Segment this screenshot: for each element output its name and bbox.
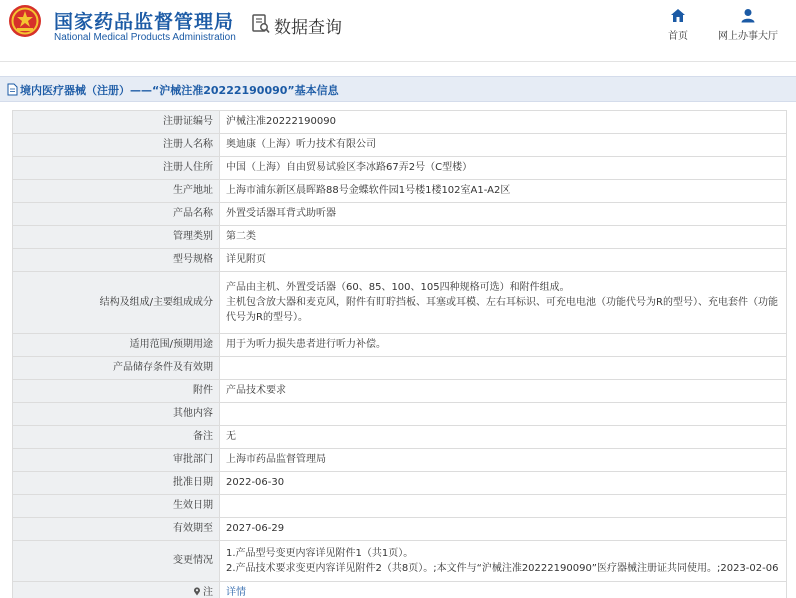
document-icon bbox=[7, 83, 18, 96]
row-value bbox=[220, 582, 787, 598]
row-value-line: 2.产品技术要求变更内容详见附件2（共8页）。;本文件与“沪械注准20222190090”医疗器械注册证共同使用。;2023-02-06 bbox=[226, 563, 779, 574]
row-value bbox=[220, 357, 787, 380]
row-value: 无 bbox=[220, 426, 787, 449]
row-label: 审批部门 bbox=[13, 449, 220, 472]
row-label: 生效日期 bbox=[13, 495, 220, 518]
table-row bbox=[13, 157, 787, 180]
row-value: 上海市浦东新区晨晖路88号金蝶软件园1号楼1楼102室A1-A2区 bbox=[220, 180, 787, 203]
row-value-line: 产品由主机、外置受话器（60、85、100、105四种规格可选）和附件组成。 bbox=[226, 282, 570, 293]
row-label: 其他内容 bbox=[13, 403, 220, 426]
table-row bbox=[13, 111, 787, 134]
row-value: 产品技术要求 bbox=[220, 380, 787, 403]
row-value: 详见附页 bbox=[220, 249, 787, 272]
table-row bbox=[13, 380, 787, 403]
row-label: 有效期至 bbox=[13, 518, 220, 541]
row-value: 用于为听力损失患者进行听力补偿。 bbox=[220, 334, 787, 357]
row-value bbox=[220, 403, 787, 426]
row-value: 沪械注准20222190090 bbox=[220, 111, 787, 134]
breadcrumb-text: 境内医疗器械（注册）——“沪械注准20222190090”基本信息 bbox=[20, 84, 339, 97]
row-label: 适用范围/预期用途 bbox=[13, 334, 220, 357]
row-value: 中国（上海）自由贸易试验区李冰路67弄2号（C型楼） bbox=[220, 157, 787, 180]
row-label: 型号规格 bbox=[13, 249, 220, 272]
row-value: 外置受话器耳背式助听器 bbox=[220, 203, 787, 226]
registration-detail-table bbox=[12, 110, 787, 598]
table-row bbox=[13, 449, 787, 472]
national-emblem-icon bbox=[8, 4, 42, 38]
breadcrumb bbox=[0, 76, 796, 102]
agency-name-cn: 国家药品监督管理局 bbox=[54, 11, 235, 33]
row-label: 变更情况 bbox=[13, 541, 220, 582]
row-value bbox=[220, 541, 787, 582]
row-value: 奥迪康（上海）听力技术有限公司 bbox=[220, 134, 787, 157]
table-row bbox=[13, 495, 787, 518]
table-row bbox=[13, 357, 787, 380]
document-search-icon bbox=[252, 14, 270, 34]
user-icon bbox=[740, 8, 756, 23]
row-value: 2027-06-29 bbox=[220, 518, 787, 541]
row-value bbox=[220, 495, 787, 518]
table-row bbox=[13, 272, 787, 334]
row-value: 第二类 bbox=[220, 226, 787, 249]
table-row bbox=[13, 134, 787, 157]
row-value: 2022-06-30 bbox=[220, 472, 787, 495]
row-label: 产品名称 bbox=[13, 203, 220, 226]
row-label: 附件 bbox=[13, 380, 220, 403]
row-label bbox=[13, 582, 220, 598]
table-row bbox=[13, 472, 787, 495]
row-label: 注册人名称 bbox=[13, 134, 220, 157]
table-row bbox=[13, 203, 787, 226]
table-row bbox=[13, 334, 787, 357]
agency-name-en: National Medical Products Administration bbox=[54, 32, 236, 43]
table-row bbox=[13, 541, 787, 582]
row-label: 管理类别 bbox=[13, 226, 220, 249]
row-label: 产品储存条件及有效期 bbox=[13, 357, 220, 380]
table-row-note bbox=[13, 582, 787, 598]
note-label: 注 bbox=[203, 587, 213, 598]
page-title: 数据查询 bbox=[274, 18, 342, 38]
row-label: 生产地址 bbox=[13, 180, 220, 203]
location-pin-icon bbox=[193, 587, 201, 596]
site-header bbox=[0, 0, 796, 62]
nav-service-hall-label: 网上办事大厅 bbox=[718, 31, 778, 42]
row-label: 注册证编号 bbox=[13, 111, 220, 134]
row-value: 上海市药品监督管理局 bbox=[220, 449, 787, 472]
row-label: 注册人住所 bbox=[13, 157, 220, 180]
row-label: 结构及组成/主要组成成分 bbox=[13, 272, 220, 334]
details-link[interactable]: 详情 bbox=[226, 587, 246, 598]
row-value-line: 1.产品型号变更内容详见附件1（共1页）。 bbox=[226, 548, 414, 559]
table-row bbox=[13, 226, 787, 249]
table-row bbox=[13, 518, 787, 541]
row-value-line: 主机包含放大器和麦克风，附件有盯聍挡板、耳塞或耳模、左右耳标识、可充电电池（功能代号为R的型号）、充电套件（功能代号为R的型号）。 bbox=[226, 297, 778, 323]
nav-home-label: 首页 bbox=[668, 31, 688, 42]
row-label: 批准日期 bbox=[13, 472, 220, 495]
nav-home[interactable] bbox=[660, 8, 696, 48]
table-row bbox=[13, 426, 787, 449]
nav-service-hall[interactable] bbox=[708, 8, 788, 48]
table-row bbox=[13, 249, 787, 272]
table-row bbox=[13, 180, 787, 203]
table-row bbox=[13, 403, 787, 426]
detail-table-container bbox=[12, 110, 786, 598]
row-value bbox=[220, 272, 787, 334]
home-icon bbox=[670, 8, 686, 23]
row-label: 备注 bbox=[13, 426, 220, 449]
